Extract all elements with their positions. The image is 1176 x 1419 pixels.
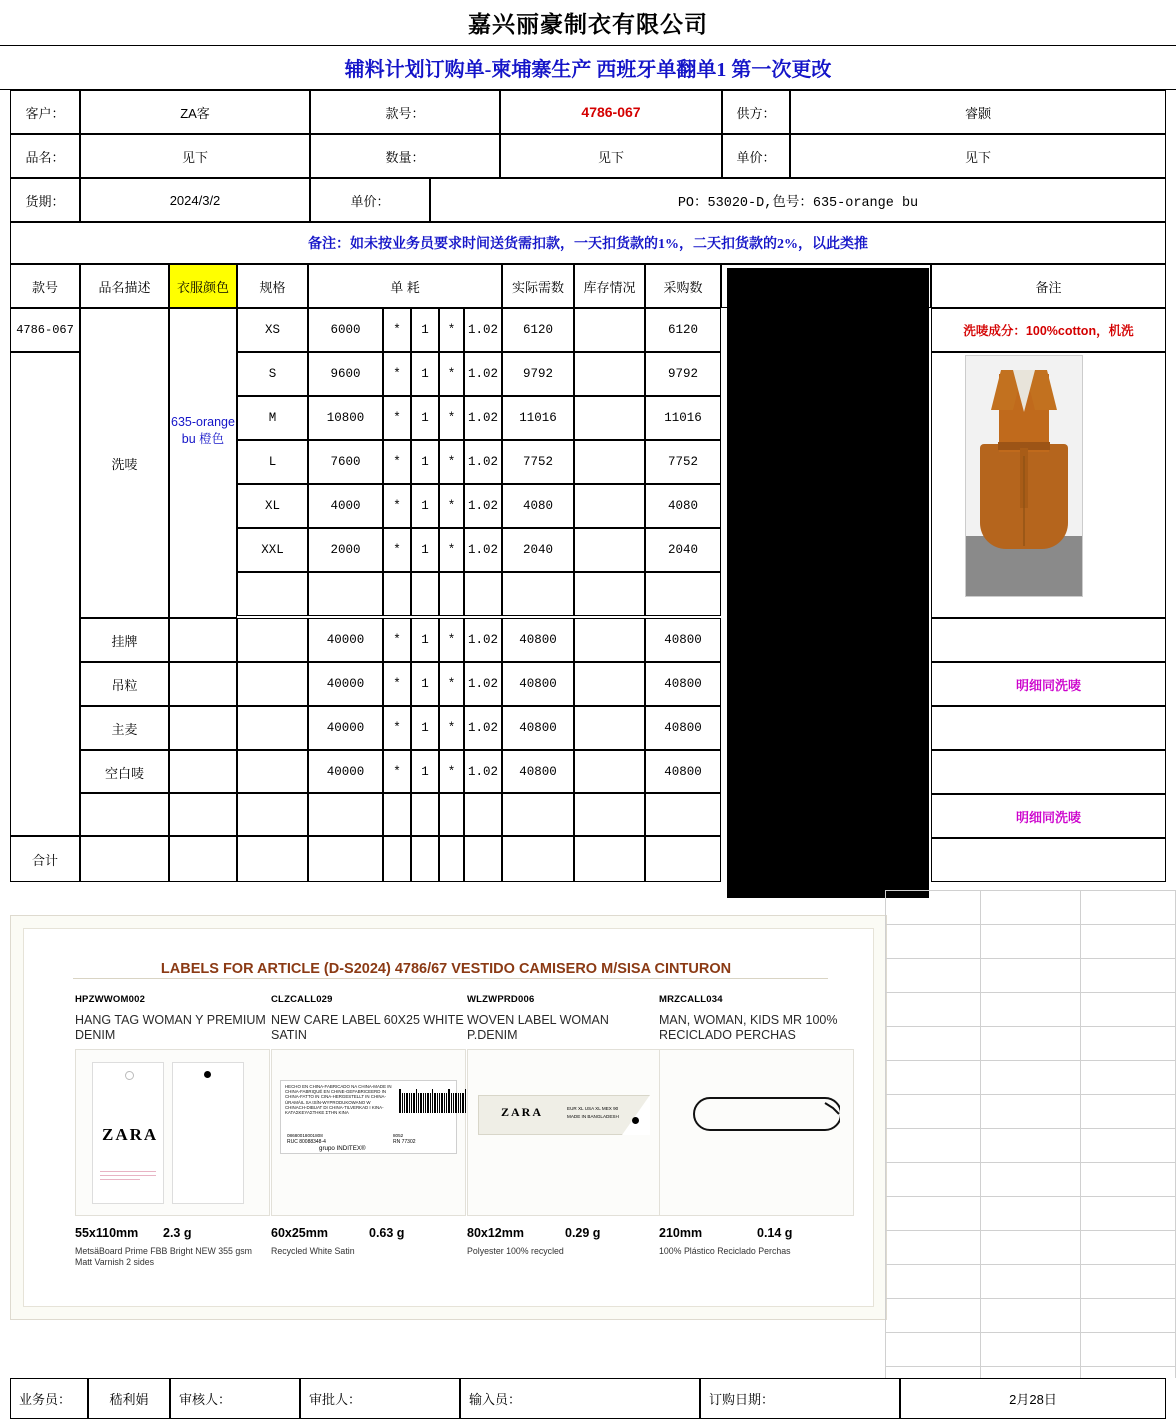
cell-accessory-color (169, 618, 237, 662)
cell-need: 2040 (502, 528, 574, 572)
rn-number: RN 77302 (393, 1139, 416, 1145)
total-stock (574, 836, 645, 882)
cell-u2 (411, 572, 439, 616)
product-photo (965, 355, 1083, 597)
cell-s1: * (383, 440, 411, 484)
cell-spec: L (237, 440, 308, 484)
auditor-label: 审核人： (170, 1378, 300, 1419)
grid-line (885, 1264, 1176, 1265)
cell-purchase: 40800 (645, 750, 721, 794)
grid-line (885, 1366, 1176, 1367)
grid-line (885, 958, 1176, 959)
cell-u2: 1 (411, 396, 439, 440)
hanger-icon (675, 1090, 840, 1140)
cell-color-value: 635-orange bu 橙色 (169, 308, 237, 618)
cell-s1: * (383, 528, 411, 572)
cell-stock (574, 528, 645, 572)
cell-u1: 10800 (308, 396, 383, 440)
inditex-group: grupo INDITEX® (319, 1145, 366, 1152)
blank-s2-1 (439, 792, 464, 836)
label-code: WLZWPRD006 (467, 994, 535, 1005)
zara-logo-text: ZARA (102, 1125, 159, 1144)
order-date-label: 订购日期： (700, 1378, 900, 1419)
total-spec (237, 836, 308, 882)
label-size: 210mm (659, 1226, 703, 1240)
cell-u2: 1 (411, 618, 439, 662)
style-label: 款号： (310, 90, 500, 134)
cell-s2: * (439, 484, 464, 528)
cell-purchase: 2040 (645, 528, 721, 572)
page-title: 嘉兴丽豪制衣有限公司 (0, 0, 1176, 46)
cell-accessory-color (169, 750, 237, 794)
cell-u1: 2000 (308, 528, 383, 572)
label-item-carelabel (271, 994, 464, 1043)
col-need: 实际需数 (502, 264, 574, 308)
cell-s2: * (439, 352, 464, 396)
grid-line (885, 1332, 1176, 1333)
blank-u1-1 (308, 792, 383, 836)
grid-line (885, 1094, 1176, 1095)
cell-s2: * (439, 706, 464, 750)
page-subtitle: 辅料计划订购单-柬埔寨生产 西班牙单翻单1 第一次更改 (0, 46, 1176, 90)
cell-accessory-name: 空白唛 (80, 750, 169, 794)
total-s2 (439, 836, 464, 882)
woven-made-in: MADE IN BANGLADESH (567, 1114, 619, 1119)
cell-s2: * (439, 308, 464, 352)
blank-s1-1 (383, 792, 411, 836)
cell-s2: * (439, 528, 464, 572)
label-art-hangtag (75, 1049, 270, 1216)
cell-u1: 40000 (308, 618, 383, 662)
label-weight: 0.63 g (369, 1226, 405, 1240)
grid-line (885, 1128, 1176, 1129)
cell-s2: * (439, 618, 464, 662)
cell-u3: 1.02 (464, 352, 502, 396)
cell-need: 40800 (502, 662, 574, 706)
cell-spec: XS (237, 308, 308, 352)
cell-spec: S (237, 352, 308, 396)
ruc-number: RUC 80088348-4 (287, 1139, 326, 1145)
col-desc: 品名描述 (80, 264, 169, 308)
cell-s1: * (383, 750, 411, 794)
cell-stock (574, 618, 645, 662)
cell-stock (574, 396, 645, 440)
grid-line (885, 924, 1176, 925)
cell-u1 (308, 572, 383, 616)
cell-spec: XL (237, 484, 308, 528)
label-code: MRZCALL034 (659, 994, 723, 1005)
cell-s2: * (439, 662, 464, 706)
blank-purchase-1 (645, 792, 721, 836)
cell-need: 40800 (502, 618, 574, 662)
cell-s1: * (383, 484, 411, 528)
cell-u3: 1.02 (464, 396, 502, 440)
delivery-label: 货期： (10, 178, 80, 222)
cell-stock (574, 750, 645, 794)
cell-s2: * (439, 396, 464, 440)
labels-title: LABELS FOR ARTICLE (D-S2024) 4786/67 VESTIDO CAMISERO M/SISA CINTURON (160, 961, 732, 977)
cell-s1: * (383, 662, 411, 706)
po-value: PO：53020-D,色号：635-orange bu (430, 178, 1166, 222)
cell-u2: 1 (411, 528, 439, 572)
cell-s2 (439, 572, 464, 616)
cell-u2: 1 (411, 750, 439, 794)
label-art-hanger (659, 1049, 854, 1216)
cell-accessory-spec (237, 662, 308, 706)
cell-s1: * (383, 308, 411, 352)
label-item-hanger (659, 994, 852, 1043)
label-name: WOVEN LABEL WOMAN P.DENIM (467, 1013, 609, 1042)
blank-spec-1 (237, 792, 308, 836)
cell-purchase: 6120 (645, 308, 721, 352)
cell-s1: * (383, 396, 411, 440)
col-color: 衣服颜色 (169, 264, 237, 308)
cell-s2: * (439, 750, 464, 794)
label-item-hangtag (75, 994, 268, 1043)
cell-purchase: 9792 (645, 352, 721, 396)
total-s1 (383, 836, 411, 882)
cell-u1: 7600 (308, 440, 383, 484)
cell-accessory-color (169, 662, 237, 706)
total-u1 (308, 836, 383, 882)
order-date-value: 2月28日 (900, 1378, 1166, 1419)
grid-line (885, 1230, 1176, 1231)
cell-u3: 1.02 (464, 440, 502, 484)
col-style-no: 款号 (10, 264, 80, 308)
salesman-value: 嵇利娟 (88, 1378, 170, 1419)
label-size: 80x12mm (467, 1226, 524, 1240)
grid-line (885, 1298, 1176, 1299)
product-label: 品名： (10, 134, 80, 178)
order-remark: 备注：如未按业务员要求时间送货需扣款，一天扣货款的1%，二天扣货款的2%，以此类推 (10, 222, 1166, 264)
blank-color-1 (169, 792, 237, 836)
col-usage: 单 耗 (308, 264, 502, 308)
blank-stock-1 (574, 792, 645, 836)
cell-spec: M (237, 396, 308, 440)
col-purchase: 采购数 (645, 264, 721, 308)
cell-need: 11016 (502, 396, 574, 440)
label-code: CLZCALL029 (271, 994, 333, 1005)
label-art-woven (467, 1049, 662, 1216)
price-value: 见下 (790, 134, 1166, 178)
cell-u3: 1.02 (464, 706, 502, 750)
cell-stock (574, 572, 645, 616)
label-art-carelabel: HECHO EN CHINA-FABRICADO NA CHINA-MADE IN CHINA-FABRIQUÉ EN CHINE-GEFABRICEERD IN CHINA-FATTO IN CINA-HERGESTELLT IN CHINA-ÚRAMÁIL SA tSÍN-WYPRODUKOWANO W CHINACH-DIBUAT DI CHINA-TILVERKAD I KINA-ΚΑΤΑΣΚΕΥΑΣΤΗΚΕ ΣΤΗΝ ΚΙΝΑ 08680018001808 8052 RUC 80088348-4 RN 77302 grupo INDITEX® (271, 1049, 466, 1216)
remark-blank-1 (931, 618, 1166, 662)
cell-s1 (383, 572, 411, 616)
cell-accessory-name: 挂牌 (80, 618, 169, 662)
cell-need: 9792 (502, 352, 574, 396)
cell-need: 40800 (502, 706, 574, 750)
cell-desc-washlabel: 洗唛 (80, 308, 169, 618)
remark-blank-3 (931, 750, 1166, 794)
total-need (502, 836, 574, 882)
care-text: HECHO EN CHINA-FABRICADO NA CHINA-MADE IN CHINA-FABRIQUÉ EN CHINE-GEFABRICEERD IN CHINA-FATTO IN CINA-HERGESTELLT IN CHINA-ÚRAMÁIL SA tSÍN-WYPRODUKOWANO W CHINACH-DIBUAT DI CHINA-TILVERKAD I KINA-ΚΑΤΑΣΚΕΥΑΣΤΗΚΕ ΣΤΗΝ ΚΙΝΑ (285, 1084, 392, 1116)
customer-value: ZA客 (80, 90, 310, 134)
cell-accessory-spec (237, 750, 308, 794)
total-u3 (464, 836, 502, 882)
cell-accessory-name: 吊粒 (80, 662, 169, 706)
salesman-label: 业务员： (10, 1378, 88, 1419)
cell-s2: * (439, 440, 464, 484)
cell-u3: 1.02 (464, 618, 502, 662)
remark-same-detail-2: 明细同洗唛 (931, 794, 1166, 838)
cell-u3: 1.02 (464, 662, 502, 706)
label-size: 60x25mm (271, 1226, 328, 1240)
cell-s1: * (383, 706, 411, 750)
cell-need: 4080 (502, 484, 574, 528)
cell-u1: 9600 (308, 352, 383, 396)
cell-style-no: 4786-067 (10, 308, 80, 352)
cell-u3: 1.02 (464, 750, 502, 794)
cell-u1: 6000 (308, 308, 383, 352)
label-item-woven (467, 994, 660, 1043)
total-color (169, 836, 237, 882)
label-material: MetsäBoard Prime FBB Bright NEW 355 gsm Matt Varnish 2 sides (75, 1246, 252, 1267)
cell-u3: 1.02 (464, 484, 502, 528)
label-weight: 2.3 g (163, 1226, 192, 1240)
blank-need-1 (502, 792, 574, 836)
grid-line (885, 1060, 1176, 1061)
label-size: 55x110mm (75, 1226, 139, 1240)
remark-wash-composition: 洗唛成分：100%cotton，机洗 (931, 308, 1166, 352)
barcode-number: 08680018001808 (287, 1133, 323, 1138)
redaction-block (727, 268, 929, 898)
label-weight: 0.14 g (757, 1226, 793, 1240)
cell-stock (574, 440, 645, 484)
cell-accessory-spec (237, 618, 308, 662)
qty-value: 见下 (500, 134, 722, 178)
col-spec: 规格 (237, 264, 308, 308)
total-u2 (411, 836, 439, 882)
supplier-value: 睿颢 (790, 90, 1166, 134)
blank-u3-1 (464, 792, 502, 836)
cell-u1: 4000 (308, 484, 383, 528)
cell-spec (237, 572, 308, 616)
woven-sizes: EUR XL USA XL MEX 90 (567, 1106, 619, 1111)
total-label: 合计 (10, 836, 80, 882)
cell-s1: * (383, 618, 411, 662)
cell-purchase: 7752 (645, 440, 721, 484)
grid-line (980, 890, 981, 1378)
remark-blank-4 (931, 838, 1166, 882)
label-weight: 0.29 g (565, 1226, 601, 1240)
cell-u2: 1 (411, 352, 439, 396)
zara-logo-text: ZARA (501, 1105, 544, 1119)
cell-u1: 40000 (308, 662, 383, 706)
approver-label: 审批人： (300, 1378, 460, 1419)
grid-line (885, 890, 886, 1378)
cell-stock (574, 484, 645, 528)
total-purchase (645, 836, 721, 882)
style-value: 4786-067 (500, 90, 722, 134)
cell-accessory-spec (237, 706, 308, 750)
cell-purchase: 11016 (645, 396, 721, 440)
cell-style-no-blank (10, 352, 80, 836)
grid-line (885, 1026, 1176, 1027)
cell-stock (574, 308, 645, 352)
total-desc (80, 836, 169, 882)
cell-purchase (645, 572, 721, 616)
cell-stock (574, 706, 645, 750)
cell-s1: * (383, 352, 411, 396)
col-stock: 库存情况 (574, 264, 645, 308)
cell-accessory-name: 主麦 (80, 706, 169, 750)
cell-u2: 1 (411, 662, 439, 706)
remark-same-detail-1: 明细同洗唛 (931, 662, 1166, 706)
cell-u2: 1 (411, 440, 439, 484)
label-code: HPZWWOM002 (75, 994, 146, 1005)
supplier-label: 供方： (722, 90, 790, 134)
cell-purchase: 40800 (645, 618, 721, 662)
qty-label: 数量： (310, 134, 500, 178)
col-remark: 备注 (931, 264, 1166, 308)
cell-u2: 1 (411, 484, 439, 528)
labels-sheet (10, 915, 887, 1320)
cell-need (502, 572, 574, 616)
grid-line (1080, 890, 1081, 1378)
cell-stock (574, 352, 645, 396)
delivery-value: 2024/3/2 (80, 178, 310, 222)
cell-purchase: 40800 (645, 706, 721, 750)
cell-u3: 1.02 (464, 308, 502, 352)
cell-accessory-color (169, 706, 237, 750)
label-material: Polyester 100% recycled (467, 1246, 564, 1256)
grid-line (885, 890, 1176, 891)
cell-purchase: 40800 (645, 662, 721, 706)
product-value: 见下 (80, 134, 310, 178)
cell-spec: XXL (237, 528, 308, 572)
label-name: MAN, WOMAN, KIDS MR 100% RECICLADO PERCHAS (659, 1013, 838, 1042)
cell-stock (574, 662, 645, 706)
price-label: 单价： (722, 134, 790, 178)
grid-line (885, 1196, 1176, 1197)
blank-desc-1 (80, 792, 169, 836)
cell-u2: 1 (411, 706, 439, 750)
cell-need: 7752 (502, 440, 574, 484)
remark-blank-2 (931, 706, 1166, 750)
cell-u3 (464, 572, 502, 616)
unitprice-label: 单价： (310, 178, 430, 222)
grid-line (885, 1162, 1176, 1163)
grid-line (885, 992, 1176, 993)
cell-need: 40800 (502, 750, 574, 794)
inputer-label: 输入员： (460, 1378, 700, 1419)
cell-need: 6120 (502, 308, 574, 352)
label-name: NEW CARE LABEL 60X25 WHITE SATIN (271, 1013, 464, 1042)
customer-label: 客户： (10, 90, 80, 134)
cell-u3: 1.02 (464, 528, 502, 572)
cell-u2: 1 (411, 308, 439, 352)
label-material: Recycled White Satin (271, 1246, 355, 1256)
blank-u2-1 (411, 792, 439, 836)
cell-u1: 40000 (308, 706, 383, 750)
cell-purchase: 4080 (645, 484, 721, 528)
label-material: 100% Plástico Reciclado Perchas (659, 1246, 791, 1256)
cell-u1: 40000 (308, 750, 383, 794)
label-name: HANG TAG WOMAN Y PREMIUM DENIM (75, 1013, 266, 1042)
